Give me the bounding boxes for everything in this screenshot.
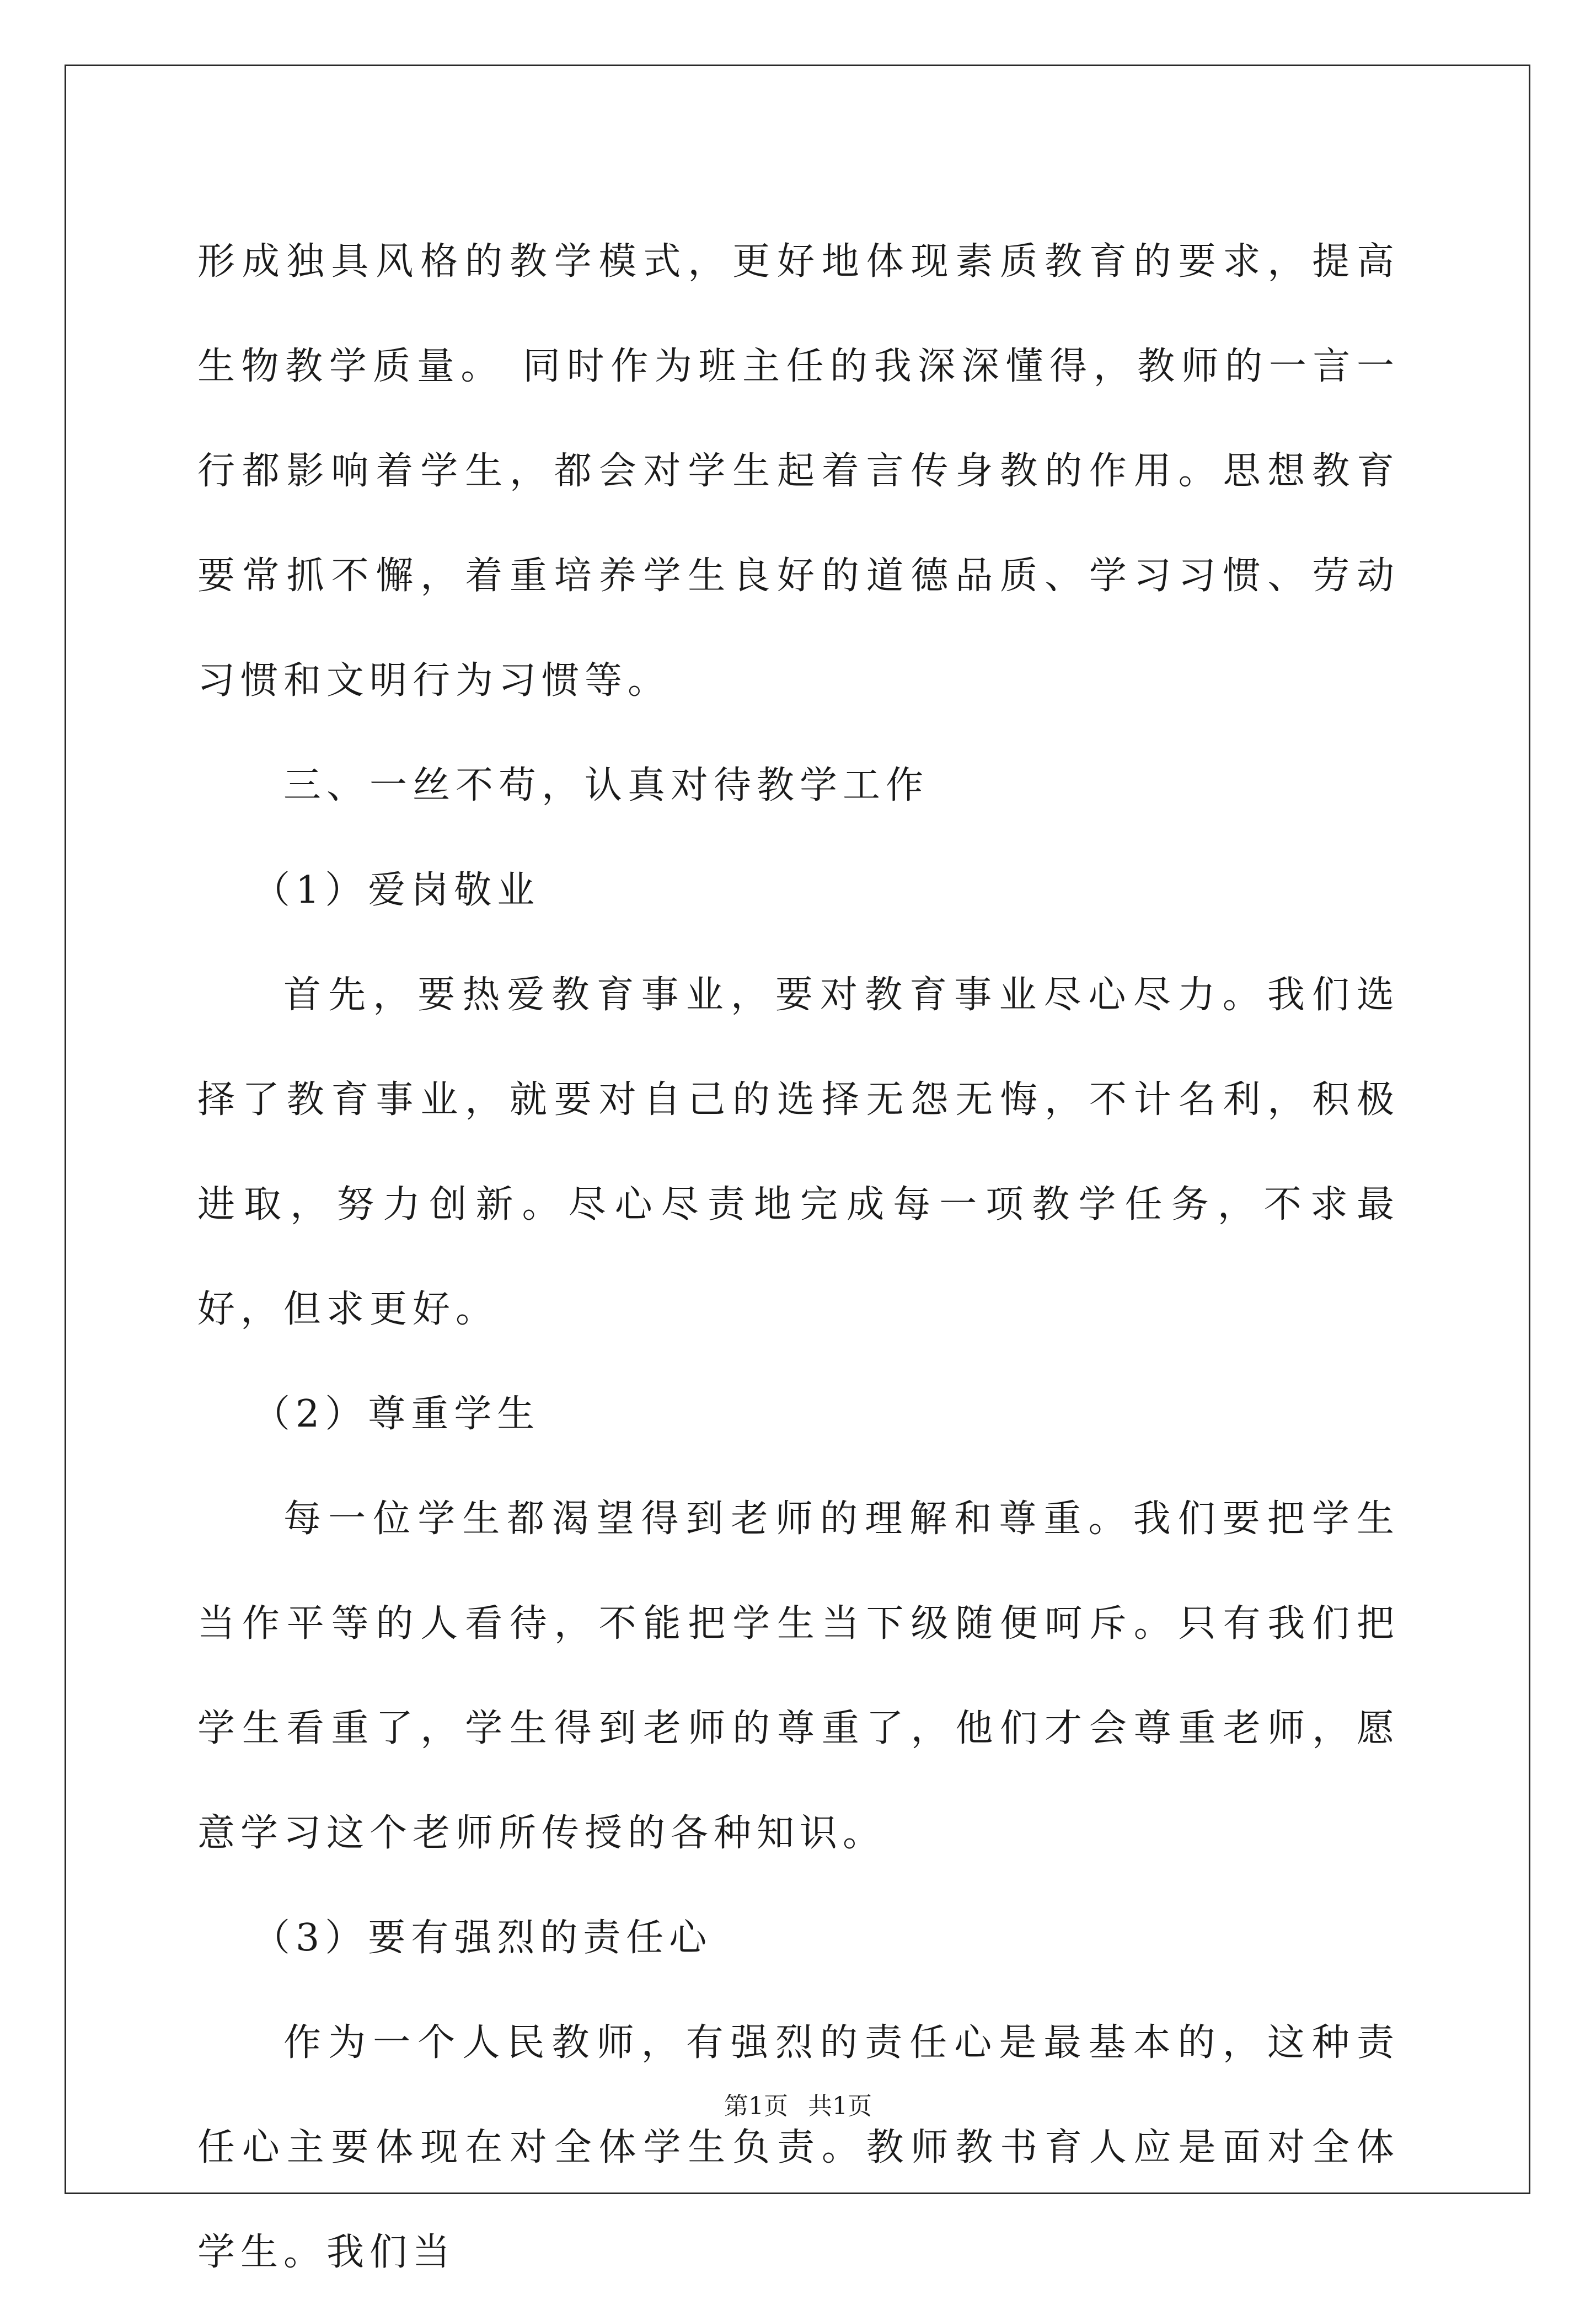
page-number: 第1页: [724, 2092, 788, 2120]
paragraph-intro: 形成独具风格的教学模式，更好地体现素质教育的要求，提高生物教学质量。 同时作为班主任的我深深懂得，教师的一言一行都影响着学生，都会对学生起着言传身教的作用。思想教育要常抓不懈，着重培养学生良好的道德品质、学习习惯、劳动习惯和文明行为习惯等。: [197, 240, 1400, 703]
document-body: [197, 210, 1400, 2305]
section-heading-three: 三、一丝不苟，认真对待教学工作: [283, 764, 929, 807]
paragraph-respect-students: 每一位学生都渴望得到老师的理解和尊重。我们要把学生当作平等的人看待，不能把学生当下级随便呵斥。只有我们把学生看重了，学生得到老师的尊重了，他们才会尊重老师，愿意学习这个老师所传授的各种知识。: [197, 1497, 1400, 1855]
subheading-respect-students: （2）尊重学生: [253, 1392, 540, 1436]
paragraph-responsibility: 作为一个人民教师，有强烈的责任心是最基本的，这种责任心主要体现在对全体学生负责。教师教书育人应是面对全体学生。我们当: [197, 2021, 1400, 2274]
subheading-dedication: （1）爱岗敬业: [253, 869, 540, 912]
paragraph-dedication: 首先，要热爱教育事业，要对教育事业尽心尽力。我们选择了教育事业，就要对自己的选择无怨无悔，不计名利，积极进取，努力创新。尽心尽责地完成每一项教学任务，不求最好，但求更好。: [197, 973, 1400, 1331]
page-total: 共1页: [808, 2092, 872, 2120]
subheading-responsibility: （3）要有强烈的责任心: [253, 1916, 713, 1960]
page-footer: [0, 2090, 1596, 2123]
